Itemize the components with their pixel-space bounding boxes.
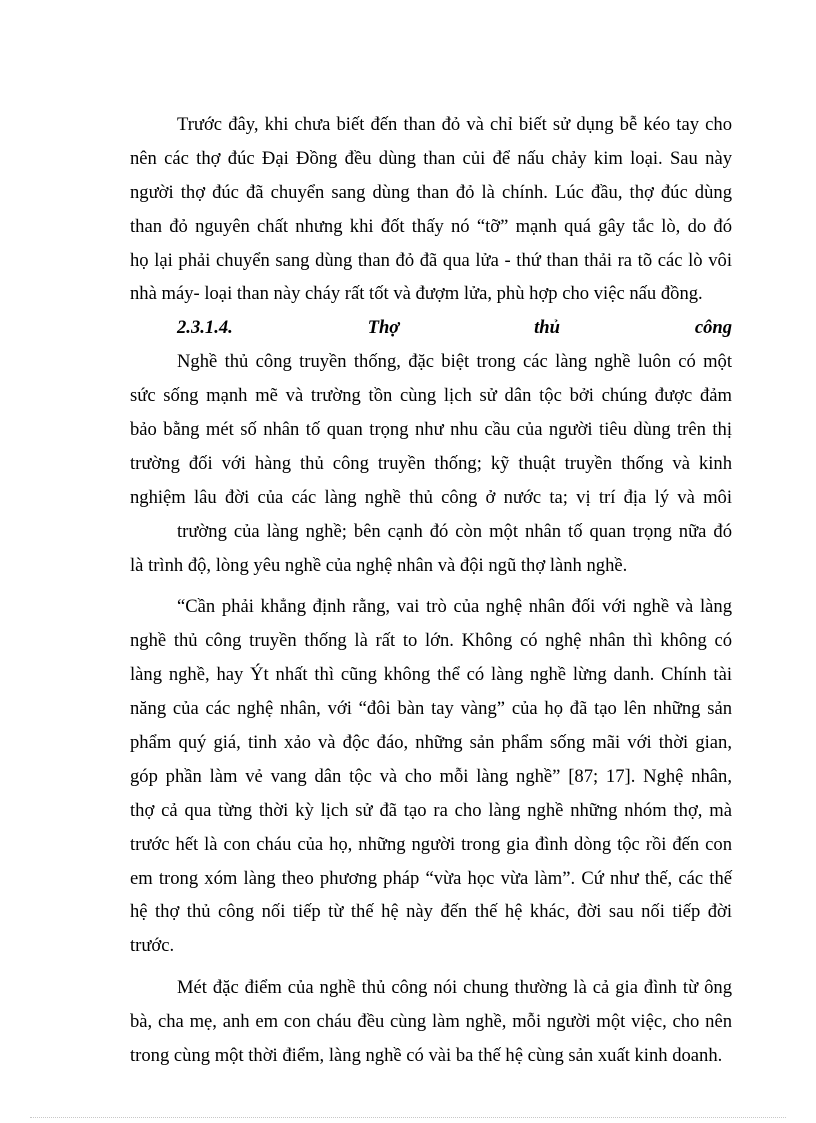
text-line: trường đối với hàng thủ công truyền thống; kỹ thuật truyền thống và kinh [130,452,732,474]
text-line: bà, cha mẹ, anh em con cháu đều cùng làm nghề, mỗi người một việc, cho nên [130,1011,732,1033]
text-line: Nghề thủ công truyền thống, đặc biệt trong các làng nghề luôn có một [177,351,732,373]
paragraph-traditional-crafts [130,345,732,514]
text-line: họ lại phải chuyển sang dùng than đỏ đã qua lửa - thứ than thải ra tõ các lò vôi [130,249,732,271]
text-line: hệ thợ thủ công nối tiếp từ thế hệ này đến thế hệ khác, đời sau nối tiếp đời [130,901,732,923]
paragraph-artisan-role [130,590,732,963]
text-line: trước. [130,935,175,957]
page-footer-rule [30,1117,786,1118]
text-line: thợ cả qua từng thời kỳ lịch sử đã tạo ra cho làng nghề những nhóm thợ, mà [130,799,732,821]
text-line: than đỏ nguyên chất nhưng khi đốt thấy nó “tỡ” mạnh quá gây tắc lò, do đó [130,215,732,237]
text-line: nghiệm lâu đời của các làng nghề thủ công ở nước ta; vị trí địa lý và môi [130,486,732,508]
text-line: trước hết là con cháu của họ, những người trong gia đình dòng tộc rồi đến con [130,833,732,855]
text-line: nên các thợ đúc Đại Đồng đều dùng than củi để nấu chảy kim loại. Sau này [130,147,732,169]
text-line: bảo bằng mét số nhân tố quan trọng như nhu cầu của người tiêu dùng trên thị [130,419,732,441]
section-title-word: Thợ [367,317,400,339]
text-line: trong cùng một thời điểm, làng nghề có vài ba thế hệ cùng sản xuất kinh doanh. [130,1045,723,1067]
paragraph-village-environment [130,515,732,583]
text-line: phẩm quý giá, tinh xảo và độc đáo, những sản phẩm sống mãi với thời gian, [130,732,732,754]
section-number: 2.3.1.4. [177,317,233,339]
text-line: nhà máy- loại than này cháy rất tốt và đượm lửa, phù hợp cho việc nấu đồng. [130,283,703,305]
paragraph-gap [130,582,732,590]
text-line: người thợ đúc đã chuyển sang dùng than đỏ là chính. Lúc đầu, thợ đúc dùng [130,181,732,203]
text-line: sức sống mạnh mẽ và trường tồn cùng lịch sử dân tộc bởi chúng được đảm [130,385,732,407]
section-heading [130,311,732,345]
paragraph-gap [130,963,732,971]
section-title-word: thủ [534,317,560,339]
text-line: là trình độ, lòng yêu nghề của nghệ nhân và đội ngũ thợ lành nghề. [130,554,628,576]
text-line: Trước đây, khi chưa biết đến than đỏ và chỉ biết sử dụng bễ kéo tay cho [177,114,732,135]
section-title-word: công [694,317,732,339]
text-line: Mét đặc điểm của nghề thủ công nói chung thường là cả gia đình từ ông [177,977,732,999]
document-body [130,108,732,1073]
text-line: em trong xóm làng theo phương pháp “vừa học vừa làm”. Cứ như thế, các thế [130,867,732,889]
text-line: trường của làng nghề; bên cạnh đó còn một nhân tố quan trọng nữa đó [177,520,732,542]
paragraph-charcoal-history [130,108,732,311]
text-line: góp phần làm vẻ vang dân tộc và cho mỗi làng nghề” [87; 17]. Nghệ nhân, [130,765,732,787]
text-line: làng nghề, hay Ýt nhất thì cũng không thể có làng nghề lừng danh. Chính tài [130,664,732,686]
text-line: nghề thủ công truyền thống là rất to lớn. Không có nghệ nhân thì không có [130,630,732,652]
paragraph-family-craft [130,971,732,1073]
text-line: năng của các nghệ nhân, với “đôi bàn tay vàng” của họ đã tạo lên những sản [130,698,732,720]
text-line: “Cần phải khẳng định rằng, vai trò của nghệ nhân đối với nghề và làng [177,596,732,618]
